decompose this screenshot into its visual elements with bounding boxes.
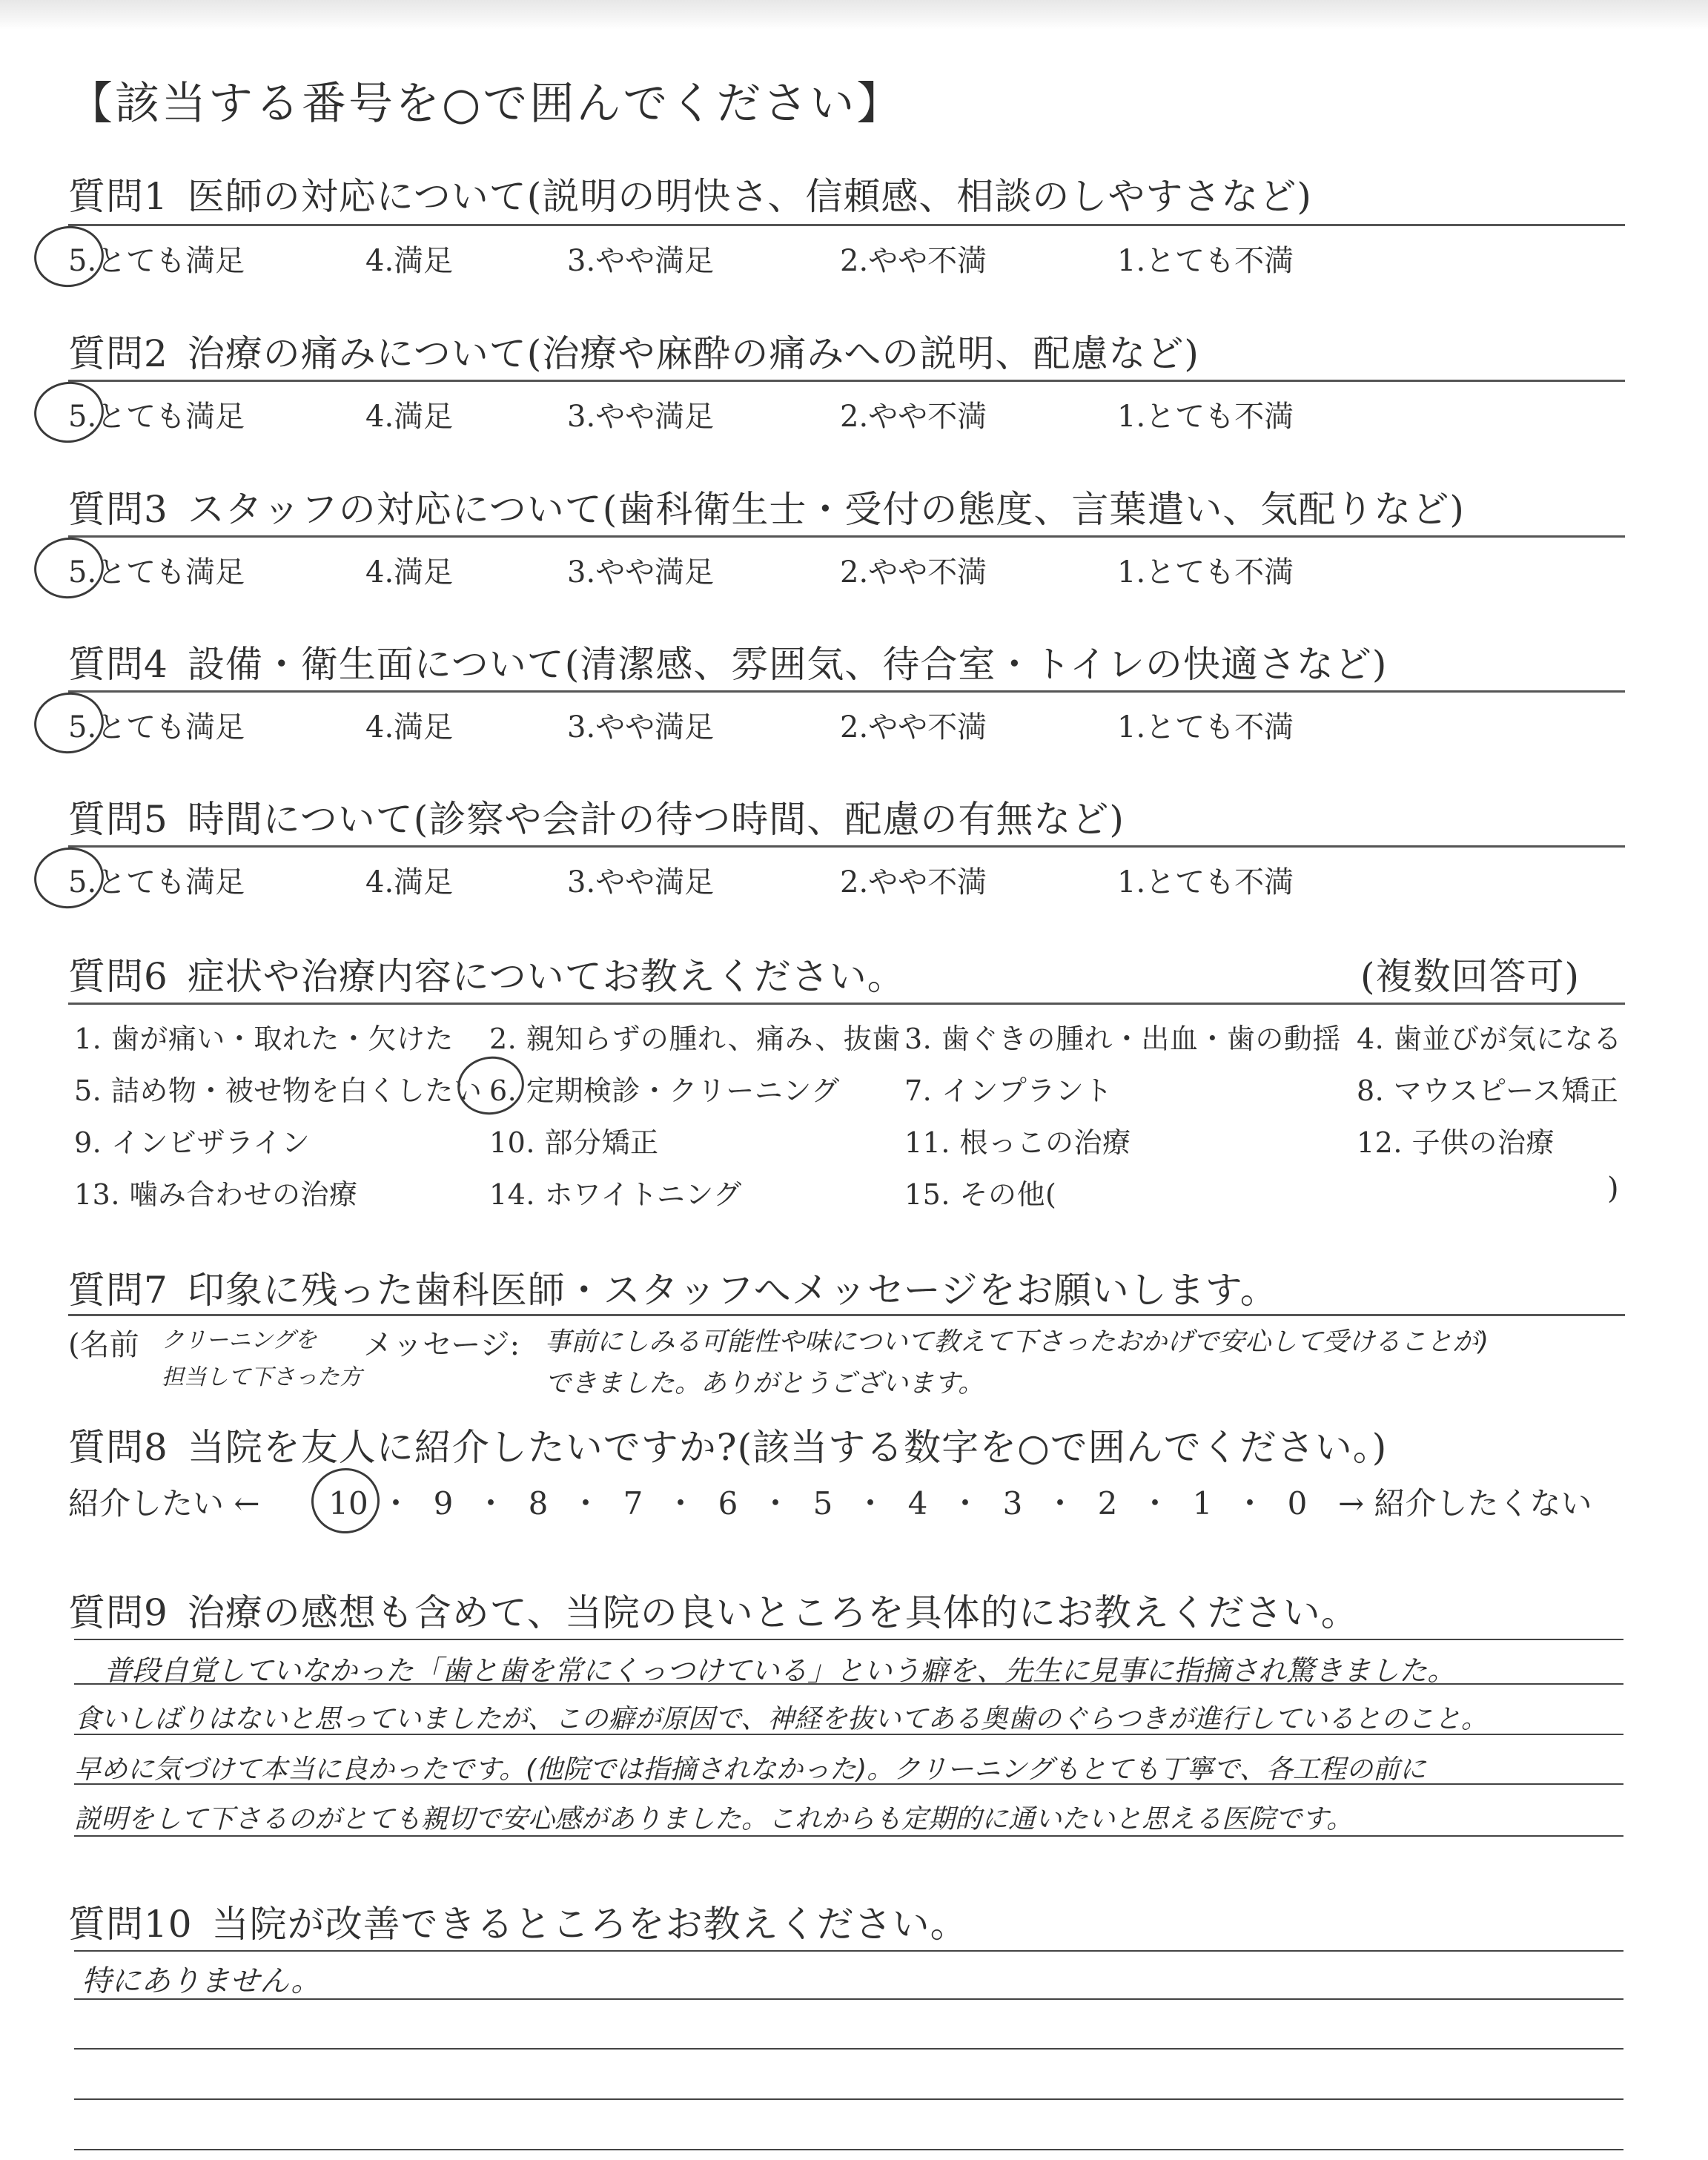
q8-scale-4[interactable]: 4 <box>907 1485 928 1522</box>
q5-selection-circle <box>30 843 107 913</box>
question-3-title: 質問3 スタッフの対応について(歯科衛生士・受付の態度、言葉遣い、気配りなど) <box>68 488 1465 531</box>
q6-option-9[interactable]: 9. インビザライン <box>74 1126 311 1159</box>
question-4-rule <box>68 690 1625 693</box>
q8-scale-5[interactable]: 5 <box>812 1485 833 1522</box>
q4-option-5[interactable]: 5.とても満足 <box>68 710 245 744</box>
q6-option-15[interactable]: 15. その他( <box>904 1178 1057 1211</box>
q8-left-label: 紹介したい ← <box>68 1485 260 1522</box>
q4-selection-circle <box>30 688 107 758</box>
question-10-title: 質問10 当院が改善できるところをお教えください。 <box>68 1903 968 1946</box>
q9-answer-line-2[interactable]: 食いしばりはないと思っていましたが、この癖が原因で、神経を抜いてある奥歯のぐらつきが進行しているとのこと。 <box>74 1704 1488 1734</box>
q6-option-11[interactable]: 11. 根っこの治療 <box>904 1126 1131 1159</box>
q1-option-2[interactable]: 2.やや不満 <box>840 244 987 278</box>
q8-right-label: → 紹介したくない <box>1338 1485 1592 1522</box>
question-6-title: 質問6 症状や治療内容についてお教えください。 <box>68 955 905 998</box>
q9-line-1 <box>74 1639 1623 1640</box>
q7-name-value-1[interactable]: クリーニングを <box>162 1327 317 1353</box>
q5-option-3[interactable]: 3.やや満足 <box>567 865 715 899</box>
q10-line-3 <box>74 2048 1623 2050</box>
q6-other-close-paren: ) <box>1607 1172 1619 1206</box>
question-4-title: 質問4 設備・衛生面について(清潔感、雰囲気、待合室・トイレの快適さなど) <box>68 643 1388 686</box>
q9-answer-line-4[interactable]: 説明をして下さるのがとても親切で安心感がありました。これからも定期的に通いたいと思える医院です。 <box>74 1804 1354 1834</box>
q7-message-line-2[interactable]: できました。ありがとうございます。 <box>545 1369 984 1398</box>
q2-option-3[interactable]: 3.やや満足 <box>567 400 715 434</box>
question-8-title: 質問8 当院を友人に紹介したいですか?(該当する数字を○で囲んでください。) <box>68 1426 1388 1469</box>
q8-scale-0[interactable]: 0 <box>1287 1485 1308 1522</box>
q5-option-4[interactable]: 4.満足 <box>365 865 454 899</box>
q1-option-5[interactable]: 5.とても満足 <box>68 244 245 278</box>
q10-line-1 <box>74 1950 1623 1952</box>
q3-selection-circle <box>30 533 107 603</box>
q5-option-2[interactable]: 2.やや不満 <box>840 865 987 899</box>
q7-name-value-2[interactable]: 担当して下さった方 <box>162 1364 362 1390</box>
q8-selection-circle <box>308 1464 383 1536</box>
question-5-rule <box>68 845 1625 848</box>
question-6-note: (複数回答可) <box>1360 955 1580 998</box>
question-2-rule <box>68 380 1625 382</box>
question-9-title: 質問9 治療の感想も含めて、当院の良いところを具体的にお教えください。 <box>68 1591 1359 1634</box>
q7-message-line-1[interactable]: 事前にしみる可能性や味について教えて下さったおかげで安心して受けることが) <box>545 1327 1489 1357</box>
q5-option-1[interactable]: 1.とても不満 <box>1117 865 1294 899</box>
q3-option-5[interactable]: 5.とても満足 <box>68 555 245 589</box>
q2-option-2[interactable]: 2.やや不満 <box>840 400 987 434</box>
scan-top-edge <box>0 0 1708 30</box>
q8-scale-6[interactable]: 6 <box>718 1485 738 1522</box>
q6-option-12[interactable]: 12. 子供の治療 <box>1357 1126 1555 1159</box>
q3-option-4[interactable]: 4.満足 <box>365 555 454 589</box>
q2-selection-circle <box>30 377 107 447</box>
question-7-rule <box>68 1314 1625 1316</box>
question-3-rule <box>68 535 1625 538</box>
q8-scale-10[interactable]: 10 <box>328 1485 368 1522</box>
q4-option-3[interactable]: 3.やや満足 <box>567 710 715 744</box>
q6-option-4[interactable]: 4. 歯並びが気になる <box>1357 1023 1622 1055</box>
q4-option-1[interactable]: 1.とても不満 <box>1117 710 1294 744</box>
q2-option-5[interactable]: 5.とても満足 <box>68 400 245 434</box>
q6-option-1[interactable]: 1. 歯が痛い・取れた・欠けた <box>74 1023 454 1055</box>
q9-answer-line-1[interactable]: 普段自覚していなかった「歯と歯を常にくっつけている」という癖を、先生に見事に指摘され驚きました。 <box>104 1654 1456 1687</box>
q6-option-3[interactable]: 3. 歯ぐきの腫れ・出血・歯の動揺 <box>904 1023 1341 1055</box>
q7-message-label: メッセージ: <box>363 1328 520 1362</box>
q10-answer[interactable]: 特にありません。 <box>82 1964 321 1998</box>
q6-option-7[interactable]: 7. インプラント <box>904 1074 1113 1107</box>
q8-scale-3[interactable]: 3 <box>1002 1485 1023 1522</box>
q6-option-13[interactable]: 13. 噛み合わせの治療 <box>74 1178 358 1211</box>
q8-scale-2[interactable]: 2 <box>1097 1485 1118 1522</box>
question-1-title: 質問1 医師の対応について(説明の明快さ、信頼感、相談のしやすさなど) <box>68 175 1312 218</box>
q1-option-4[interactable]: 4.満足 <box>365 244 454 278</box>
question-6-rule <box>68 1003 1625 1005</box>
q8-scale-1[interactable]: 1 <box>1192 1485 1213 1522</box>
q10-line-5 <box>74 2149 1623 2150</box>
question-5-title: 質問5 時間について(診察や会計の待つ時間、配慮の有無など) <box>68 798 1125 841</box>
form-header: 【該当する番号を○で囲んでください】 <box>68 78 904 130</box>
q3-option-3[interactable]: 3.やや満足 <box>567 555 715 589</box>
q6-option-10[interactable]: 10. 部分矯正 <box>489 1126 659 1159</box>
q6-option-6[interactable]: 6. 定期検診・クリーニング <box>489 1074 840 1107</box>
q8-scale-9[interactable]: 9 <box>433 1485 454 1522</box>
question-2-title: 質問2 治療の痛みについて(治療や麻酔の痛みへの説明、配慮など) <box>68 332 1199 375</box>
q7-name-label: (名前 <box>68 1328 139 1362</box>
question-1-rule <box>68 224 1625 226</box>
q8-scale-8[interactable]: 8 <box>528 1485 549 1522</box>
q10-line-4 <box>74 2098 1623 2100</box>
q4-option-4[interactable]: 4.満足 <box>365 710 454 744</box>
q2-option-4[interactable]: 4.満足 <box>365 400 454 434</box>
q5-option-5[interactable]: 5.とても満足 <box>68 865 245 899</box>
q8-scale: 10 ・ 9 ・ 8 ・ 7 ・ 6 ・ 5 ・ 4 ・ 3 ・ 2 ・ 1 ・ 0 <box>326 1479 1320 1524</box>
q6-option-5[interactable]: 5. 詰め物・被せ物を白くしたい <box>74 1074 483 1107</box>
q9-answer-line-3[interactable]: 早めに気づけて本当に良かったです。(他院では指摘されなかった)。クリーニングもとても丁寧で、各工程の前に <box>74 1754 1426 1785</box>
q3-option-1[interactable]: 1.とても不満 <box>1117 555 1294 589</box>
q1-selection-circle <box>30 222 107 291</box>
q6-option-2[interactable]: 2. 親知らずの腫れ、痛み、抜歯 <box>489 1023 901 1055</box>
question-7-title: 質問7 印象に残った歯科医師・スタッフへメッセージをお願いします。 <box>68 1269 1278 1312</box>
q8-scale-7[interactable]: 7 <box>623 1485 643 1522</box>
q6-option-8[interactable]: 8. マウスピース矯正 <box>1357 1074 1619 1107</box>
q6-selection-circle <box>453 1051 529 1120</box>
q6-option-14[interactable]: 14. ホワイトニング <box>489 1178 742 1211</box>
q1-option-3[interactable]: 3.やや満足 <box>567 244 715 278</box>
q4-option-2[interactable]: 2.やや不満 <box>840 710 987 744</box>
q2-option-1[interactable]: 1.とても不満 <box>1117 400 1294 434</box>
q1-option-1[interactable]: 1.とても不満 <box>1117 244 1294 278</box>
q3-option-2[interactable]: 2.やや不満 <box>840 555 987 589</box>
